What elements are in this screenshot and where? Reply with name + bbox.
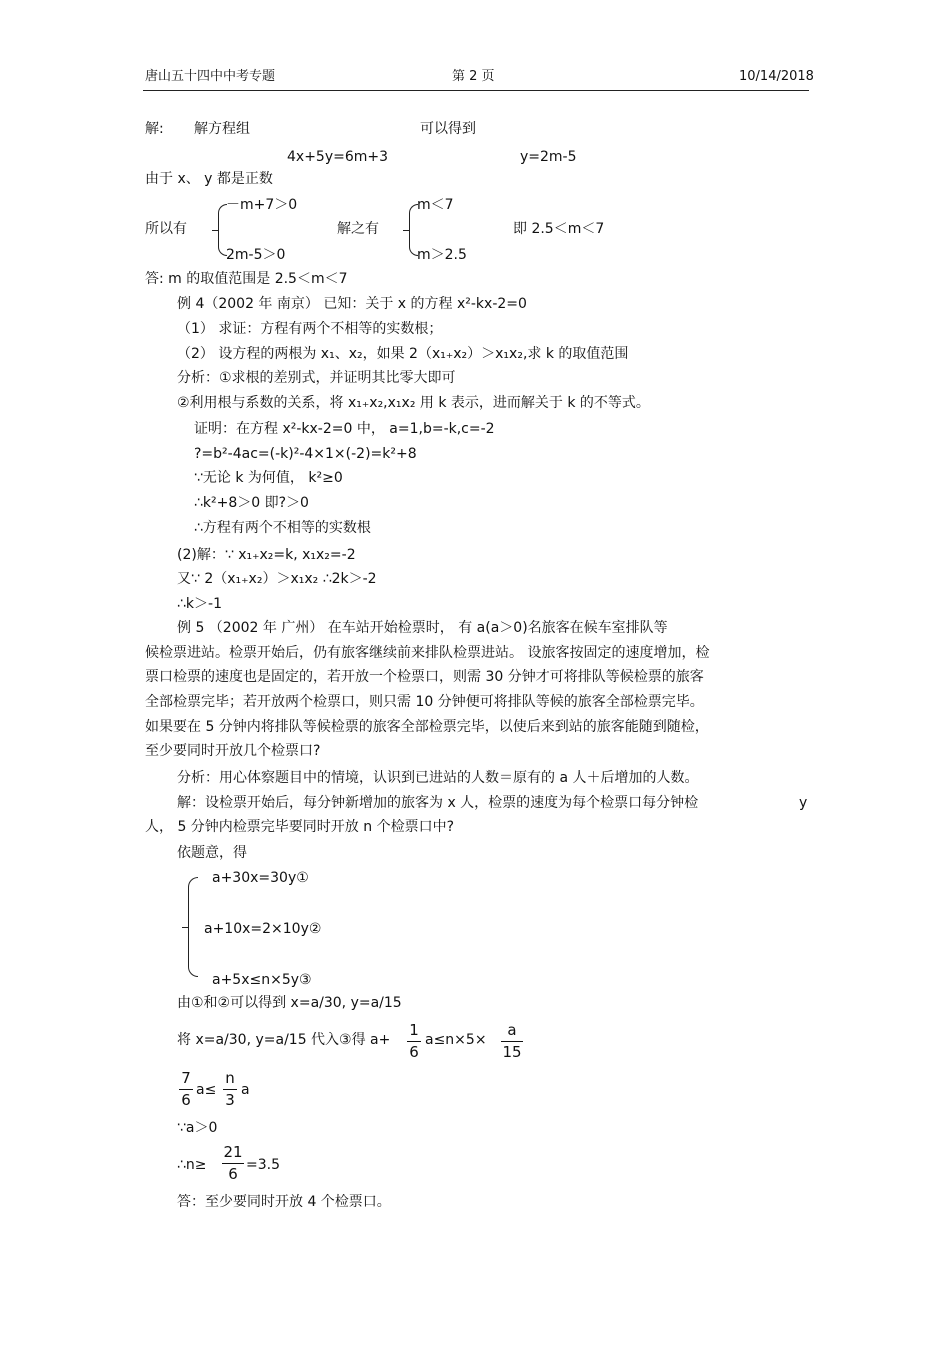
fraction-numerator: n [225, 1069, 235, 1087]
fraction-numerator: 7 [181, 1069, 191, 1087]
fraction-denominator: 6 [179, 1089, 193, 1108]
text-line: 例 5 （2002 年 广州） 在车站开始检票时， 有 a(a＞0)名旅客在候车室排队等 [177, 620, 668, 636]
fraction [407, 1023, 421, 1060]
fraction-denominator: 6 [407, 1041, 421, 1060]
text-line: 解之有 [337, 221, 379, 237]
text-line: a≤n×5× [425, 1032, 487, 1048]
fraction [222, 1145, 244, 1182]
fraction-numerator: 1 [409, 1021, 419, 1039]
fraction-numerator: 21 [223, 1143, 243, 1161]
text-line: 如果要在 5 分钟内将排队等候检票的旅客全部检票完毕，以使后来到站的旅客能随到随检， [145, 719, 709, 735]
text-line: 依题意，得 [177, 845, 247, 861]
text-line: 票口检票的速度也是固定的，若开放一个检票口，则需 30 分钟才可将排队等候检票的旅客 [145, 669, 704, 685]
text-line: a≤ [196, 1082, 217, 1098]
header-rule [143, 90, 809, 91]
text-line: 又∵ 2（x₁₊x₂）＞x₁x₂ ∴2k＞-2 [177, 571, 377, 587]
text-line: 全部检票完毕；若开放两个检票口，则只需 10 分钟便可将排队等候的旅客全部检票完毕。 [145, 694, 704, 710]
fraction-denominator: 15 [502, 1043, 522, 1061]
brace [188, 877, 198, 977]
text-line: ∵a＞0 [177, 1120, 218, 1136]
text-line: ∴k²+8＞0 即?＞0 [194, 495, 309, 511]
fraction [501, 1023, 523, 1060]
text-line: 至少要同时开放几个检票口? [145, 743, 321, 759]
text-line: 分析：用心体察题目中的情境，认识到已进站的人数＝原有的 a 人＋后增加的人数。 [177, 770, 699, 786]
text-line: （2） 设方程的两根为 x₁、x₂，如果 2（x₁₊x₂）＞x₁x₂,求 k 的取值范围 [177, 346, 629, 362]
fraction [179, 1071, 193, 1108]
text-line: 可以得到 [420, 121, 476, 137]
header-date: 10/14/2018 [739, 69, 814, 84]
equation: a+10x=2×10y② [204, 921, 322, 937]
text-line: y [799, 795, 808, 811]
text-line: =3.5 [246, 1157, 280, 1173]
header-page-number: 第 2 页 [452, 69, 495, 84]
text-line: 所以有 [145, 221, 187, 237]
text-line: ∴n≥ [177, 1157, 207, 1173]
equation: a+5x≤n×5y③ [212, 972, 312, 988]
text-line: 将 x=a/30, y=a/15 代入③得 a+ [177, 1032, 391, 1048]
text-line: 解方程组 [194, 121, 250, 137]
equation: 4x+5y=6m+3 [287, 149, 389, 165]
equation: a+30x=30y① [212, 870, 309, 886]
fraction-denominator: 3 [223, 1089, 237, 1108]
text-line: 由①和②可以得到 x=a/30, y=a/15 [177, 995, 402, 1011]
fraction-denominator: 6 [222, 1163, 244, 1182]
text-line: ∵无论 k 为何值， k²≥0 [194, 470, 343, 486]
fraction-numerator: a [507, 1021, 517, 1039]
text-line: 答：至少要同时开放 4 个检票口。 [177, 1194, 391, 1210]
text-line: (2)解：∵ x₁₊x₂=k, x₁x₂=-2 [177, 547, 356, 563]
text-line: ∴k＞-1 [177, 596, 222, 612]
header-left: 唐山五十四中中考专题 [145, 69, 276, 84]
text-line: 解: [145, 121, 164, 137]
text-line: 由于 x、 y 都是正数 [145, 171, 273, 187]
text-line: 即 2.5＜m＜7 [513, 221, 605, 237]
text-line: a [241, 1082, 250, 1098]
text-line: 证明：在方程 x²-kx-2=0 中， a=1,b=-k,c=-2 [194, 421, 495, 437]
text-line: ?=b²-4ac=(-k)²-4×1×(-2)=k²+8 [194, 446, 417, 462]
equation: m＜7 [417, 197, 454, 213]
equation: y=2m-5 [520, 149, 577, 165]
text-line: 答: m 的取值范围是 2.5＜m＜7 [145, 271, 348, 287]
text-line: 分析：①求根的差别式，并证明其比零大即可 [177, 370, 456, 386]
text-line: 例 4（2002 年 南京） 已知：关于 x 的方程 x²-kx-2=0 [177, 296, 527, 312]
text-line: （1） 求证：方程有两个不相等的实数根； [177, 321, 443, 337]
equation: m＞2.5 [417, 247, 467, 263]
equation: －m+7＞0 [226, 197, 298, 213]
equation: 2m-5＞0 [226, 247, 286, 263]
text-line: ②利用根与系数的关系，将 x₁₊x₂,x₁x₂ 用 k 表示，进而解关于 k 的不等式。 [177, 395, 650, 411]
text-line: 候检票进站。检票开始后，仍有旅客继续前来排队检票进站。 设旅客按固定的速度增加，检 [145, 645, 710, 661]
text-line: 人， 5 分钟内检票完毕要同时开放 n 个检票口中? [145, 819, 455, 835]
text-line: 解：设检票开始后，每分钟新增加的旅客为 x 人，检票的速度为每个检票口每分钟检 [177, 795, 699, 811]
text-line: ∴方程有两个不相等的实数根 [194, 520, 371, 536]
fraction [223, 1071, 237, 1108]
